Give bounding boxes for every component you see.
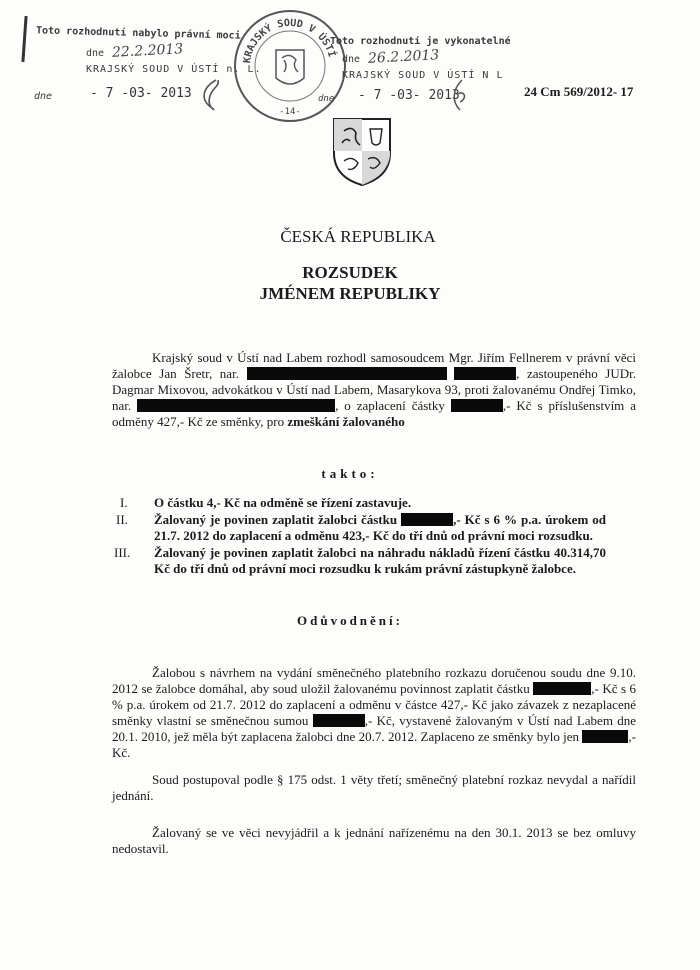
redaction xyxy=(247,367,447,380)
intro-text-4: ,- Kč s příslušenstvím a odměny 427,- Kč ze směnky, pro xyxy=(112,398,636,429)
seal-number: -14- xyxy=(279,107,301,117)
case-number: 24 Cm 569/2012- 17 xyxy=(524,84,634,99)
redaction xyxy=(313,714,365,727)
stamp-right-title: Toto rozhodnutí je vykonatelné xyxy=(330,36,511,47)
verdict-number-3: III. xyxy=(114,545,131,560)
reasoning-text-1b: ,- Kč s 6 % p.a. úrokem od 21.7. 2012 do zaplacení a odměnu v částce 427,- Kč jako závazek z nezaplacené směnky vlastní se směnečnou sumou xyxy=(112,681,637,728)
verdict-2-text-a: Žalovaný je povinen zaplatit žalobci částku xyxy=(154,512,398,527)
stamp-left-court: KRAJSKÝ SOUD V ÚSTÍ n. L. xyxy=(86,64,262,75)
verdict-item-1: O částku 4,- Kč na odměně se řízení zastavuje. xyxy=(154,495,412,510)
redaction xyxy=(582,730,628,743)
stamp-right-date-label: dne xyxy=(342,54,361,65)
stamp-right-date: 26.2.2013 xyxy=(367,47,440,67)
stamp-right-received-label: dne xyxy=(318,94,335,104)
coat-of-arms xyxy=(330,115,394,187)
reasoning-paragraph-1 xyxy=(112,665,636,761)
intro-paragraph xyxy=(112,350,636,430)
redaction xyxy=(451,399,503,412)
redaction xyxy=(137,399,335,412)
stamp-left-date: 22.2.2013 xyxy=(111,41,184,61)
country-heading: ČESKÁ REPUBLIKA xyxy=(280,227,436,246)
stamp-right-court: KRAJSKÝ SOUD V ÚSTÍ N L xyxy=(342,70,504,81)
intro-text-3: , o zaplacení částky xyxy=(335,398,445,413)
verdict-item-2 xyxy=(154,512,606,544)
verdict-item-3: Žalovaný je povinen zaplatit žalobci na náhradu nákladů řízení částku 40.314,70 Kč do tří dnů od právní moci rozsudku k rukám právní zástupkyně žalobce. xyxy=(154,545,606,576)
intro-text-2: , zastoupeného JUDr. Dagmar Mixovou, advokátkou v Ústí nad Labem, Masarykova 93, proti žalovanému Ondřej Timko, nar. xyxy=(112,366,637,413)
stamp-right-received-date: - 7 -03- 2013 xyxy=(358,88,460,103)
stamp-left-received-label: dne xyxy=(34,91,53,102)
judgment-subtitle: JMÉNEM REPUBLIKY xyxy=(259,284,441,303)
seal-text: KRAJSKÝ SOUD V ÚSTÍ xyxy=(242,17,337,64)
intro-text-1: Krajský soud v Ústí nad Labem rozhodl samosoudcem Mgr. Jiřím Fellnerem v právní věci žalobce Jan Šretr, nar. xyxy=(112,350,636,381)
redaction xyxy=(533,682,591,695)
verdict-number-2: II. xyxy=(116,512,128,527)
reasoning-heading: Odůvodnění: xyxy=(297,613,403,628)
verdict-2-text-b: ,- Kč s 6 % p.a. úrokem od 21.7. 2012 do zaplacení a odměnu 423,- Kč do tří dnů od právní moci rozsudku. xyxy=(154,512,606,543)
stamp-left-received-date: - 7 -03- 2013 xyxy=(90,86,192,101)
stamp-right xyxy=(318,30,520,120)
stamp-left xyxy=(28,18,262,118)
reasoning-paragraph-3: Žalovaný se ve věci nevyjádřil a k jednání nařízenému na den 30.1. 2013 se bez omluvy nedostavil. xyxy=(112,825,636,856)
stamp-left-title: Toto rozhodnutí nabylo právní moci xyxy=(35,25,241,42)
reasoning-text-1d: ,-Kč. xyxy=(112,729,637,760)
redaction xyxy=(401,513,453,526)
reasoning-paragraph-2: Soud postupoval podle § 175 odst. 1 věty třetí; směnečný platební rozkaz nevydal a nařídil jednání. xyxy=(112,772,636,803)
margin-mark xyxy=(21,16,27,62)
reasoning-text-1a: Žalobou s návrhem na vydání směnečného platebního rozkazu doručenou soudu dne 9.10. 2012 se žalobce domáhal, aby soud uložil žalovanému povinnost zaplatit částku xyxy=(112,665,636,696)
judgment-title: ROZSUDEK xyxy=(302,263,398,282)
signature xyxy=(448,78,472,118)
reasoning-text-1c: ,- Kč, vystavené žalovaným v Ústí nad Labem dne 20.1. 2010, jež měla být zaplacena žalobci dne 20.7. 2012. Zaplaceno ze směnky bylo jen xyxy=(112,713,637,744)
stamp-left-date-label: dne xyxy=(86,48,105,59)
signature xyxy=(198,78,228,118)
intro-text-5: zmeškání žalovaného xyxy=(287,414,405,429)
verdict-number-1: I. xyxy=(120,495,128,510)
redaction xyxy=(454,367,516,380)
takto-heading: takto: xyxy=(321,466,379,481)
